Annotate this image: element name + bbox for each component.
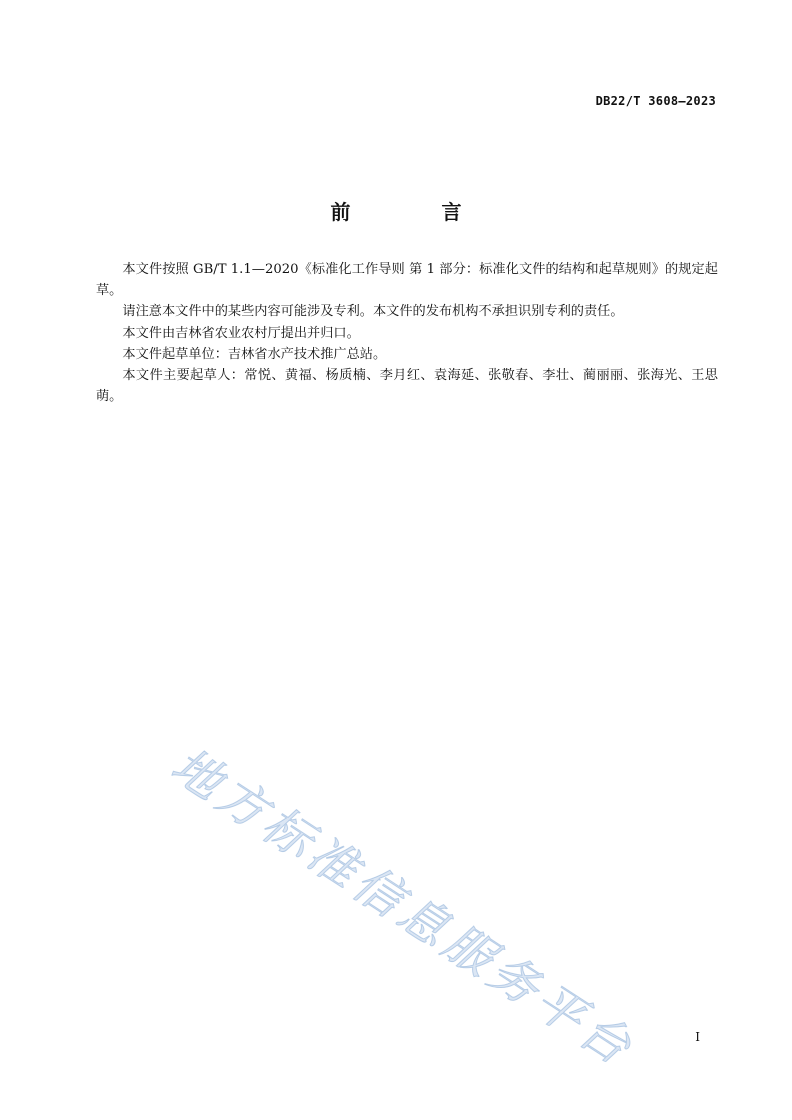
page-title: 前 言 (330, 200, 504, 224)
paragraph-proposer: 本文件由吉林省农业农村厅提出并归口。 (122, 325, 360, 341)
watermark-text: 地方标准信息服务平台 (161, 737, 645, 1079)
paragraph-patent-notice: 请注意本文件中的某些内容可能涉及专利。本文件的发布机构不承担识别专利的责任。 (122, 304, 624, 320)
foreword-body (96, 259, 718, 407)
page-number: I (695, 1030, 700, 1044)
document-code: DB22/T 3608—2023 (595, 94, 716, 108)
paragraph-drafting-rules: 本文件按照 GB/T 1.1—2020《标准化工作导则 第 1 部分：标准化文件的结构和起草规则》的规定起草。 (96, 262, 718, 299)
paragraph-drafting-unit: 本文件起草单位：吉林省水产技术推广总站。 (122, 346, 387, 362)
paragraph-drafters: 本文件主要起草人：常悦、黄福、杨质楠、李月红、袁海延、张敬春、李壮、蔺丽丽、张海光、王思萌。 (96, 368, 718, 405)
